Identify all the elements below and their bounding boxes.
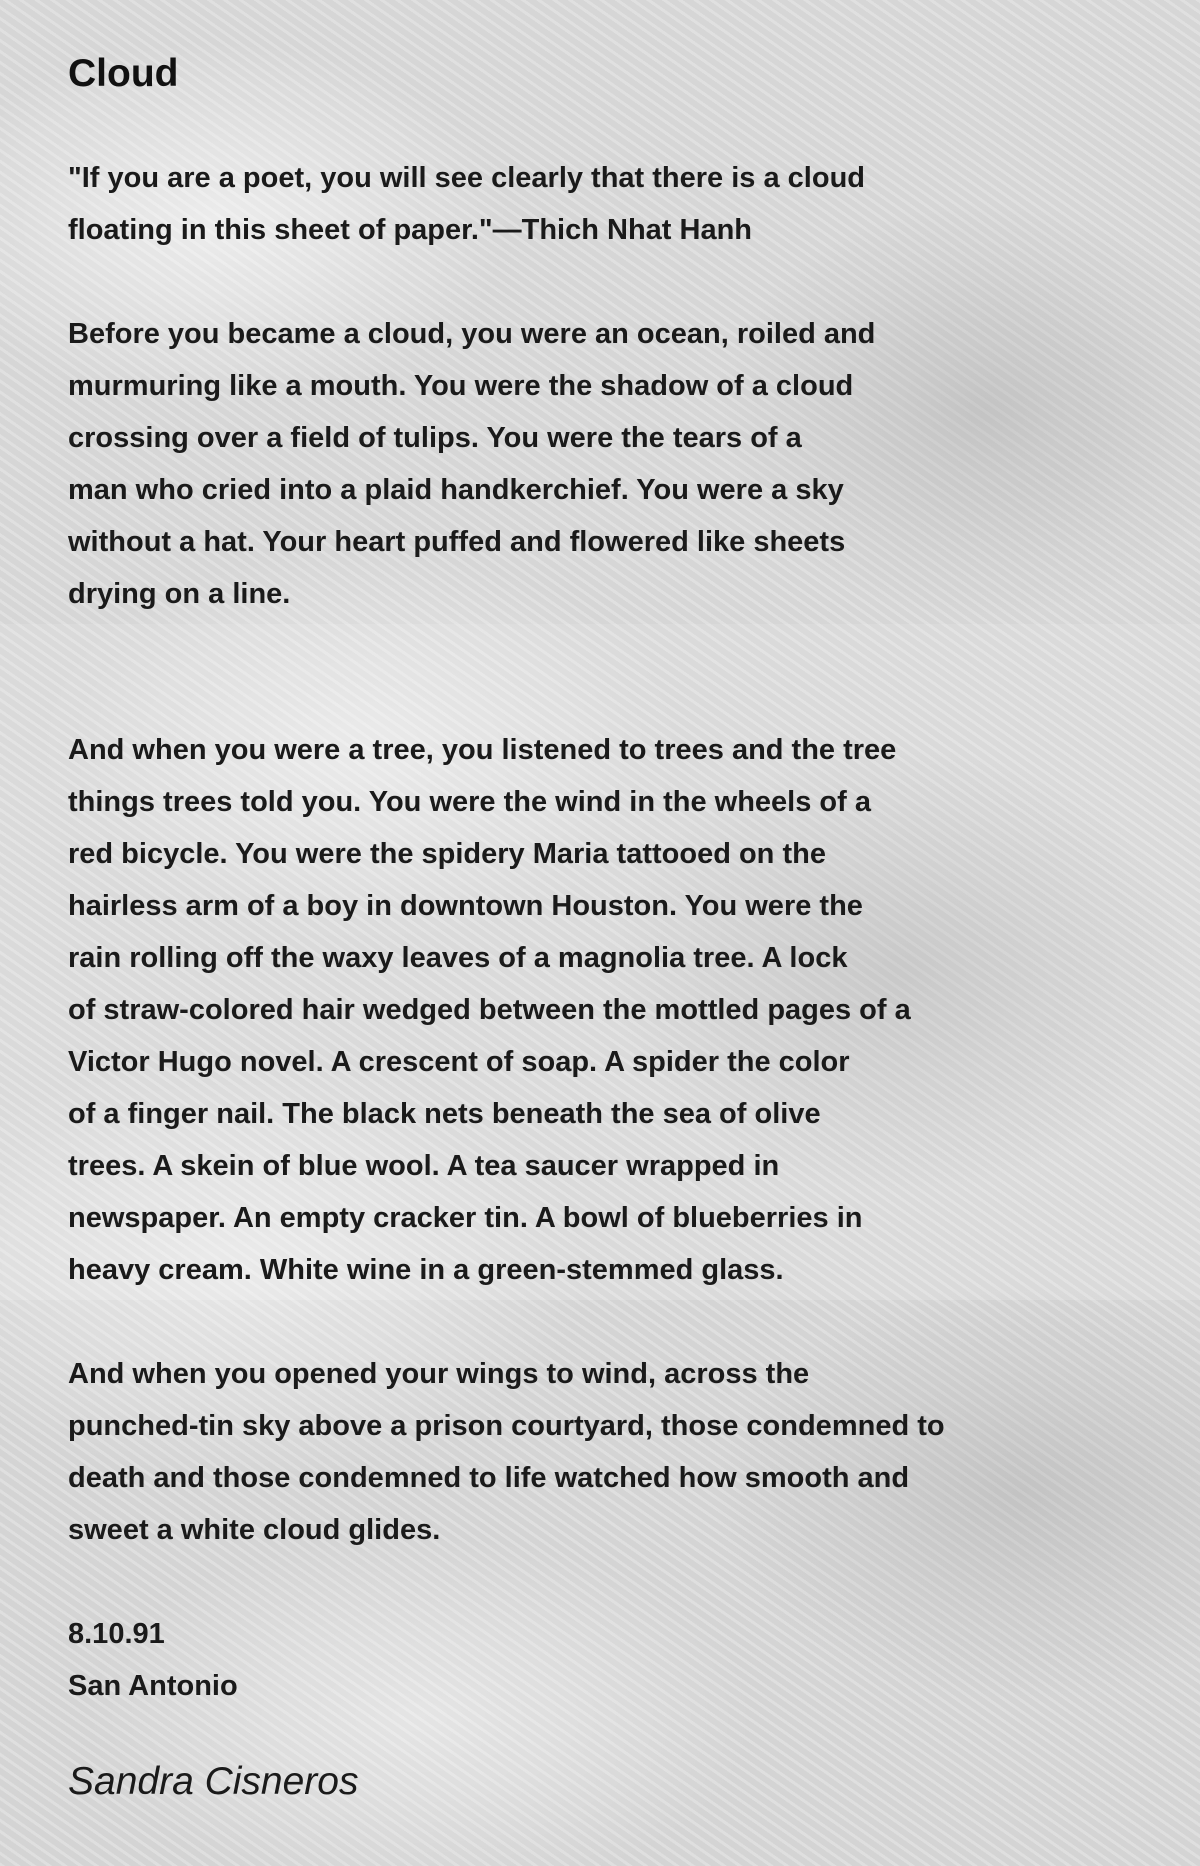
epigraph-line: floating in this sheet of paper."—Thich Nhat Hanh xyxy=(68,214,753,246)
poem-line: without a hat. Your heart puffed and flowered like sheets xyxy=(68,526,846,558)
stanza-2 xyxy=(68,724,1068,1296)
poem-page xyxy=(68,48,1068,1808)
poem-date: 8.10.91 xyxy=(68,1618,165,1650)
poem-line: of straw-colored hair wedged between the mottled pages of a xyxy=(68,994,911,1026)
poem-line: sweet a white cloud glides. xyxy=(68,1514,441,1546)
stanza-break xyxy=(68,256,1068,308)
poem-line: murmuring like a mouth. You were the shadow of a cloud xyxy=(68,370,854,402)
stanza-break xyxy=(68,620,1068,724)
poem-line: heavy cream. White wine in a green-stemmed glass. xyxy=(68,1254,784,1286)
stanza-1 xyxy=(68,308,1068,620)
poem-line: man who cried into a plaid handkerchief. You were a sky xyxy=(68,474,844,506)
dateline xyxy=(68,1608,1068,1712)
poem-line: crossing over a field of tulips. You were the tears of a xyxy=(68,422,802,454)
poem-line: punched-tin sky above a prison courtyard, those condemned to xyxy=(68,1410,945,1442)
poem-place: San Antonio xyxy=(68,1670,238,1702)
poem-line: of a finger nail. The black nets beneath the sea of olive xyxy=(68,1098,821,1130)
poem-title: Cloud xyxy=(68,52,179,95)
poem-line: rain rolling off the waxy leaves of a magnolia tree. A lock xyxy=(68,942,848,974)
poem-body xyxy=(68,152,1068,1712)
poem-line: And when you opened your wings to wind, across the xyxy=(68,1358,810,1390)
poem-line: hairless arm of a boy in downtown Houston. You were the xyxy=(68,890,863,922)
poem-line: trees. A skein of blue wool. A tea saucer wrapped in xyxy=(68,1150,780,1182)
epigraph xyxy=(68,152,1068,256)
poem-line: drying on a line. xyxy=(68,578,291,610)
poem-line: newspaper. An empty cracker tin. A bowl of blueberries in xyxy=(68,1202,863,1234)
poem-line: things trees told you. You were the wind in the wheels of a xyxy=(68,786,871,818)
epigraph-line: "If you are a poet, you will see clearly that there is a cloud xyxy=(68,162,866,194)
author-name: Sandra Cisneros xyxy=(68,1760,359,1803)
poem-line: Victor Hugo novel. A crescent of soap. A spider the color xyxy=(68,1046,850,1078)
poem-line: red bicycle. You were the spidery Maria tattooed on the xyxy=(68,838,826,870)
poem-line: And when you were a tree, you listened to trees and the tree xyxy=(68,734,897,766)
stanza-3 xyxy=(68,1348,1068,1556)
stanza-break xyxy=(68,1556,1068,1608)
stanza-break xyxy=(68,1296,1068,1348)
poem-line: death and those condemned to life watched how smooth and xyxy=(68,1462,910,1494)
poem-line: Before you became a cloud, you were an ocean, roiled and xyxy=(68,318,876,350)
